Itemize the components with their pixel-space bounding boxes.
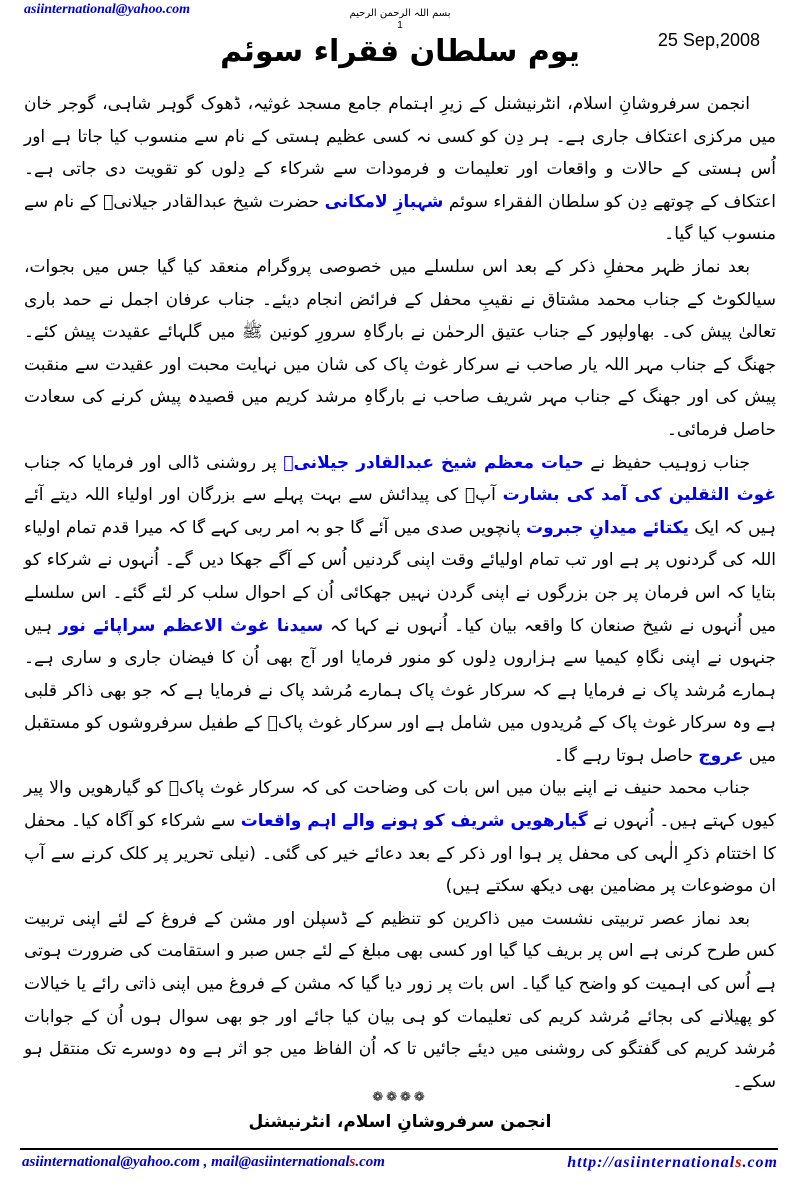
ornament-separator: ❁❁❁❁ bbox=[372, 1090, 428, 1105]
topic-link[interactable]: حیات معظم شیخ عبدالقادر جیلانیؒ bbox=[283, 452, 584, 473]
footer-email-yahoo-link[interactable]: asiinternational@yahoo.com bbox=[22, 1154, 200, 1170]
header-email-link[interactable]: asiinternational@yahoo.com bbox=[24, 2, 191, 17]
paragraph-text: پانچویں صدی میں آئے گا جو بہ امر ربی کہے گا کہ میرا قدم تمام اولیاء اللہ کی گردنوں پر ہے اور تب تمام اولیائے وقت اپنی گردنیں اُس کے آگے جھکا دیں گے۔ اُنہوں نے شرکاء کو بتایا کہ اس فرمان پر جن بزرگوں نے اپنی گردن نہیں جھکائی اُن کے احوال سلب کر لئے گئے۔ اس سلسلے میں اُنہوں نے شیخ صنعان کا واقعہ بیان کیا۔ اُنہوں نے کہا کہ bbox=[24, 517, 776, 636]
page-title: یوم سلطان فقراء سوئم bbox=[220, 34, 580, 69]
email2-red-letter: s bbox=[349, 1154, 356, 1170]
paragraph bbox=[24, 88, 776, 251]
paragraph-text: بعد نماز ظہر محفلِ ذکر کے بعد اس سلسلے میں خصوصی پروگرام منعقد کیا گیا جس میں بجوات، سیالکوٹ کے جناب محمد مشتاق نے نقیبِ محفل کے فرائض انجام دیئے۔ جناب عرفان اجمل نے حمد باری تعالیٰ پیش کی۔ بھاولپور کے جناب عتیق الرحمٰن نے بارگاہِ سرورِ کونین ﷺ میں گلہائے عقیدت پیش کئے۔ جھنگ کے جناب مہر اللہ یار صاحب نے سرکار غوث پاک کی شان میں نہایت محبت اور عقیدت سے منقبت پیش کی اور جھنگ کے جناب مہر شریف صاحب نے بارگاہِ مرشد کریم میں قصیدہ پیش کرنے کی سعادت حاصل فرمائی۔ bbox=[24, 256, 776, 440]
paragraph bbox=[24, 772, 776, 902]
topic-link[interactable]: غوث الثقلین کی آمد کی بشارت bbox=[502, 485, 776, 506]
paragraph-text: ہیں جنہوں نے اپنی نگاہِ کیمیا سے ہزاروں دِلوں کو منور فرمایا اور آج بھی اُن کا فیضان جاری و ساری ہے۔ ہمارے مُرشد پاک نے فرمایا ہے کہ سرکار غوث پاک ہمارے مُرشد پاک نے فرمایا ہے کہ جو بھی ذاکر قلبی ہے وہ سرکار غوث پاک کے مُریدوں میں شامل ہے اور سرکار غوث پاکؓ کے طفیل سرفروشوں کو مستقبل میں bbox=[24, 615, 776, 766]
email2-suffix: .com bbox=[355, 1154, 385, 1170]
paragraph-text: انجمن سرفروشانِ اسلام، انٹرنیشنل کے زیرِ اہتمام جامع مسجد غوثیہ، ڈھوک گوہر شاہی، گوجر خان میں مرکزی اعتکاف جاری ہے۔ ہر دِن کو کسی نہ کسی عظیم ہستی کے نام سے منسوب کیا جاتا ہے اور اُس ہستی کے حالات و واقعات اور تعلیمات و فرمودات سے شرکاء کے دِلوں کو تقویت دی جاتی ہے۔ اعتکاف کے چوتھے دِن کو سلطان الفقراء سوئم bbox=[24, 94, 776, 212]
url-red-letter: s bbox=[735, 1154, 743, 1171]
paragraph-text: آپؓ کی پیدائش سے بہت پہلے سے بزرگان اور اولیاء اللہ دیتے آئے ہیں کہ ایک bbox=[24, 485, 777, 538]
topic-link[interactable]: عروج bbox=[698, 745, 744, 766]
bismillah-text: بسم اللہ الرحمن الرحیم bbox=[349, 8, 451, 19]
paragraph-text: پر روشنی ڈالی اور فرمایا کہ جناب bbox=[24, 452, 284, 473]
url-prefix: http://asiinternational bbox=[567, 1154, 736, 1171]
paragraph bbox=[24, 903, 776, 1099]
page-number: 1 bbox=[397, 20, 403, 31]
footer-emails bbox=[22, 1154, 385, 1171]
paragraph-text: سے شرکاء کو آگاہ کیا۔ محفل کا اختتام ذکرِ الٰہی کی محفل پر ہوا اور ذکر کے بعد دعائے خیر کی گئی۔ (نیلی تحریر پر کلک کرنے سے آپ ان موضوعات پر مضامین بھی دیکھ سکتے ہیں) bbox=[24, 811, 776, 897]
paragraph-text: بعد نماز عصر تربیتی نشست میں ذاکرین کو تنظیم کے ڈسپلن اور مشن کے فروغ کے لئے اپنی تربیت کس طرح کرنی ہے اس پر بریف کیا گیا اور کسی بھی مبلغ کے لئے جس صبر و استقامت کی ضرورت ہوتی ہے اُس کی اہمیت کو واضح کیا گیا۔ اس بات پر زور دیا گیا کہ مشن کے فروغ میں اپنی ذاتی رائے یا خیالات کو پھیلانے کی بجائے مُرشد کریم کی تعلیمات کو ہی بیان کیا جائے اور جو بھی سوال ہوں اُن کے جوابات مُرشد کریم کی گفتگو کی روشنی میں دیئے جائیں تا کہ اُن الفاظ میں جو اثر ہے وہ دوسرے تک منتقل ہو سکے۔ bbox=[24, 908, 776, 1092]
paragraph bbox=[24, 447, 776, 773]
topic-link[interactable]: شہبازِ لامکانی bbox=[324, 191, 444, 212]
topic-link[interactable]: یکتائے میدانِ جبروت bbox=[526, 517, 689, 538]
topic-link[interactable]: سیدنا غوث الاعظم سراپائے نور bbox=[58, 615, 324, 636]
article-date: 25 Sep,2008 bbox=[657, 30, 760, 50]
paragraph bbox=[24, 251, 776, 447]
paragraph-text: جناب زوہیب حفیظ نے bbox=[583, 452, 751, 473]
footer-divider bbox=[20, 1148, 778, 1150]
paragraph-text: حضرت شیخ عبدالقادر جیلانیؒ کے نام سے منسوب کیا گیا۔ bbox=[24, 191, 776, 245]
email-separator: , bbox=[199, 1154, 212, 1170]
paragraph-text: حاصل ہوتا رہے گا۔ bbox=[553, 745, 699, 766]
footer-email-site-link[interactable] bbox=[211, 1154, 385, 1170]
organization-name: انجمن سرفروشانِ اسلام، انٹرنیشنل bbox=[248, 1112, 552, 1132]
paragraph-text: جناب محمد حنیف نے اپنے بیان میں اس بات کی وضاحت کی کہ سرکار غوث پاکؓ کو گیارھویں والا پیر کیوں کہتے ہیں۔ اُنہوں نے bbox=[24, 778, 776, 832]
footer-website-link[interactable] bbox=[567, 1154, 778, 1172]
email2-prefix: mail@asiinternational bbox=[211, 1154, 350, 1170]
url-suffix: .com bbox=[742, 1154, 778, 1171]
topic-link[interactable]: گیارھویں شریف کو ہونے والے اہم واقعات bbox=[240, 811, 588, 832]
article-body bbox=[24, 88, 776, 1098]
